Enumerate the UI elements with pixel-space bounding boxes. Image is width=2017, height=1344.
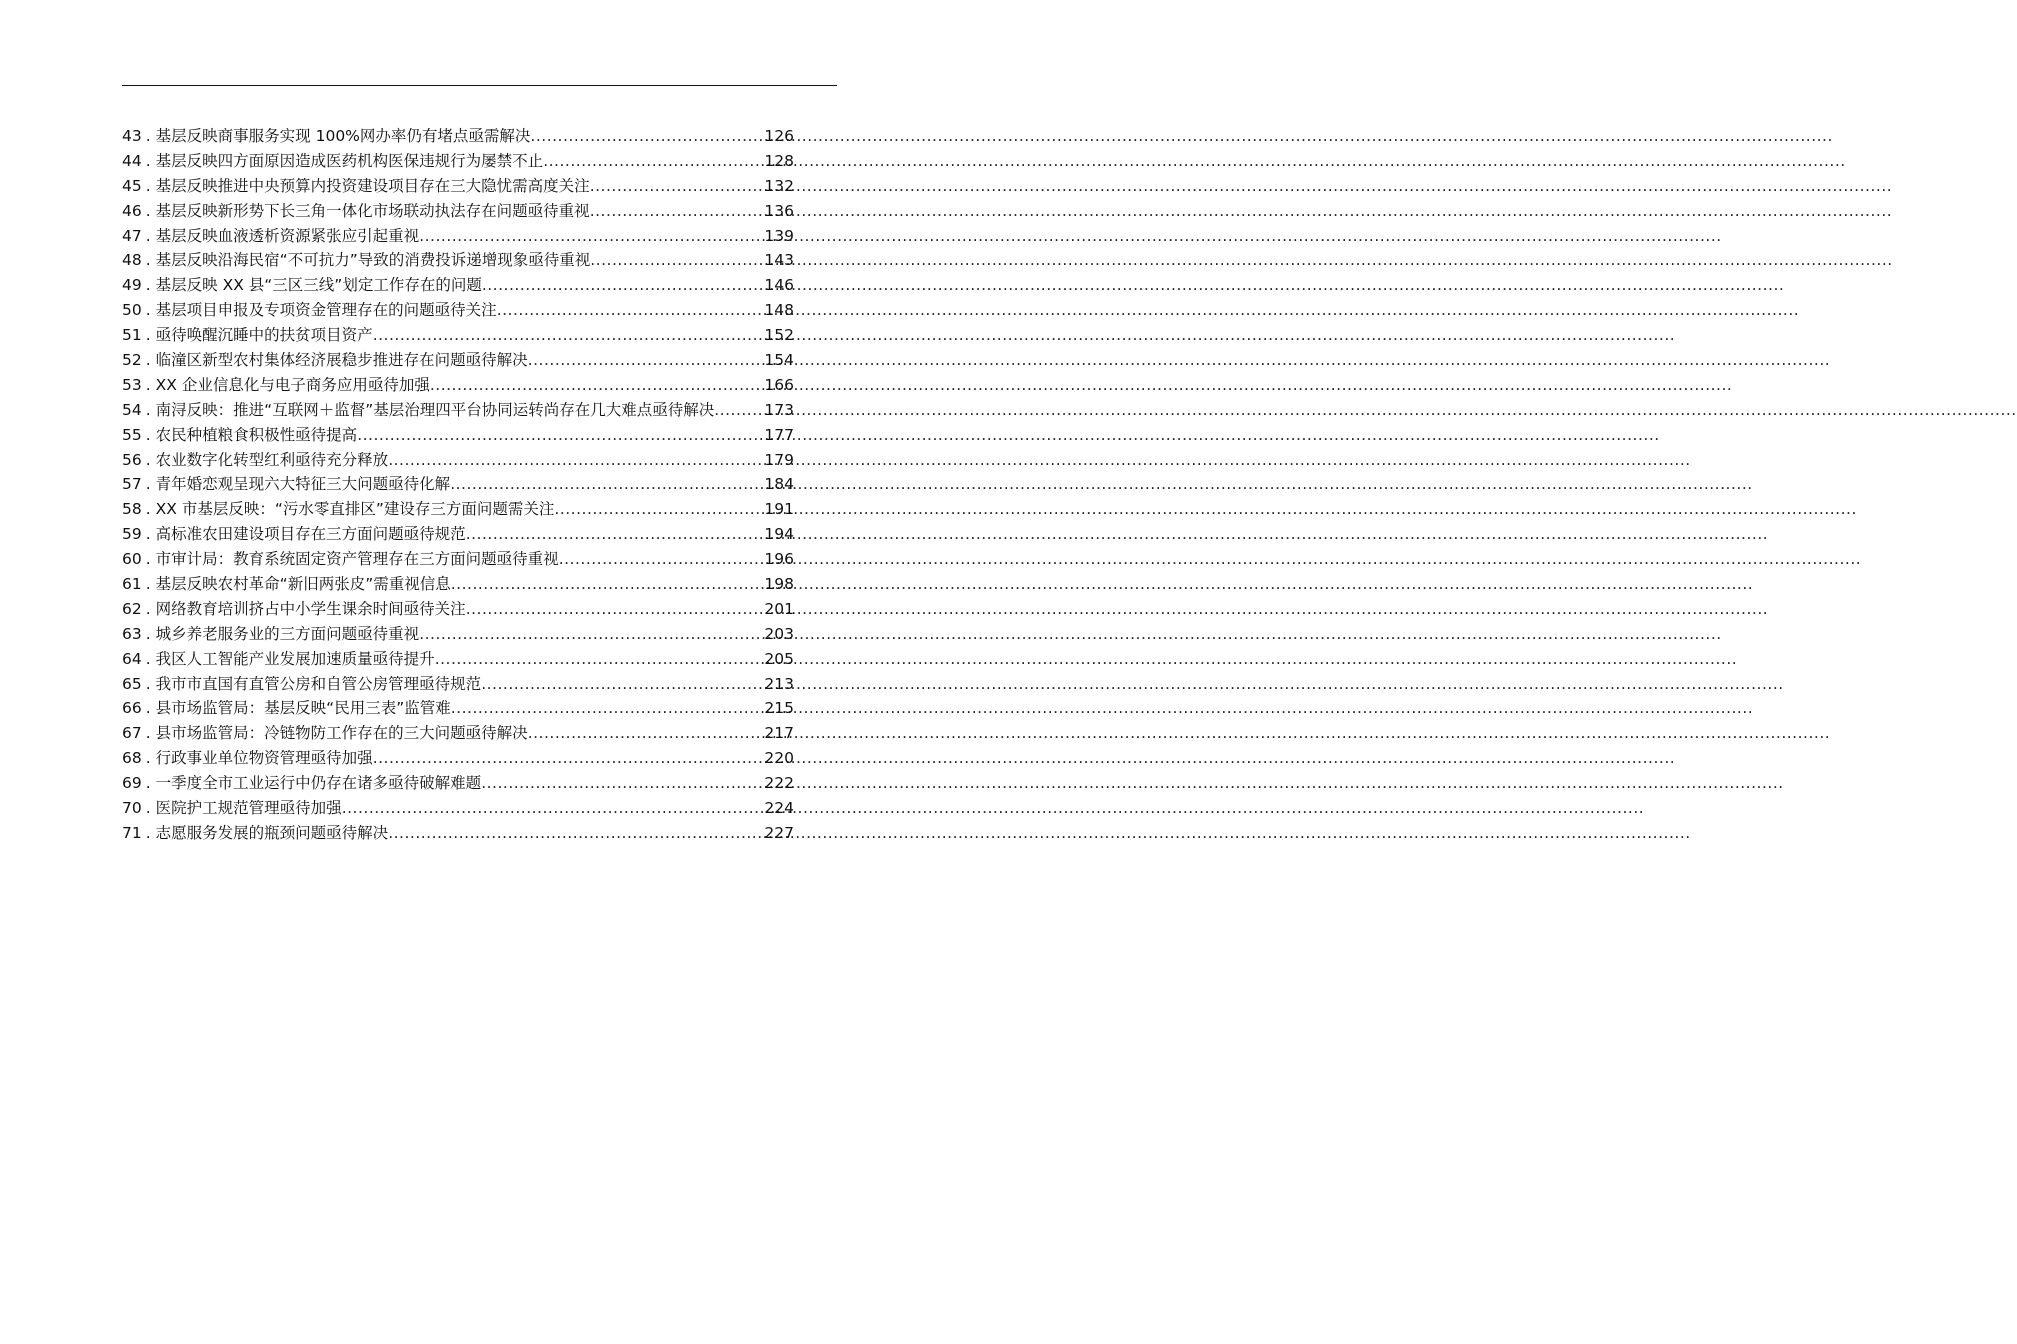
toc-entry-separator: .: [145, 475, 151, 494]
toc-entry-title: XX 市基层反映：“污水零直排区”建设存三方面问题需关注: [155, 500, 555, 519]
toc-entry-page-number: 217: [764, 724, 794, 743]
toc-dot-leader: [451, 696, 765, 721]
toc-entry-page-number: 220: [764, 749, 794, 768]
toc-dot-leader: [497, 298, 765, 323]
toc-entry-title: 县市场监管局：基层反映“民用三表”监管难: [155, 699, 451, 718]
toc-dot-leader: [435, 647, 765, 672]
toc-entry-title: 我市市直国有直管公房和自管公房管理亟待规范: [155, 674, 482, 693]
toc-entry-number: 52: [122, 351, 142, 370]
toc-entry-number: 47: [122, 226, 142, 245]
toc-entry[interactable]: [122, 149, 794, 174]
toc-entry[interactable]: [122, 174, 794, 199]
toc-entry-separator: .: [145, 251, 151, 270]
toc-entry-page-number: 154: [764, 351, 794, 370]
toc-entry-title: 基层反映商事服务实现 100%网办率仍有堵点亟需解决: [155, 127, 531, 145]
toc-dot-leader: [419, 622, 764, 647]
toc-entry[interactable]: [122, 323, 794, 348]
toc-entry-page-number: 205: [764, 649, 794, 668]
toc-entry-number: 49: [122, 276, 142, 295]
toc-entry-number: 50: [122, 301, 142, 320]
toc-entry[interactable]: [122, 597, 794, 622]
toc-entry-page-number: 146: [764, 276, 794, 295]
toc-dot-leader: [451, 572, 765, 597]
toc-entry-page-number: 148: [764, 301, 794, 320]
toc-entry[interactable]: [122, 124, 794, 149]
toc-entry-page-number: 166: [764, 375, 794, 394]
toc-entry-page-number: 196: [764, 550, 794, 569]
toc-entry[interactable]: [122, 672, 794, 697]
toc-entry[interactable]: [122, 771, 794, 796]
toc-entry[interactable]: [122, 572, 794, 597]
toc-entry-page-number: 213: [764, 674, 794, 693]
toc-entry-separator: .: [145, 326, 151, 345]
toc-entry-number: 71: [122, 823, 142, 842]
toc-entry[interactable]: [122, 547, 794, 572]
toc-entry-separator: .: [145, 450, 151, 469]
toc-entry-separator: .: [145, 674, 151, 693]
toc-entry-separator: .: [145, 724, 151, 743]
toc-entry-number: 51: [122, 326, 142, 345]
toc-dot-leader: [342, 796, 765, 821]
toc-entry[interactable]: [122, 373, 794, 398]
toc-entry-page-number: 136: [764, 201, 794, 220]
toc-entry-separator: .: [145, 599, 151, 618]
toc-entry-number: 48: [122, 251, 142, 270]
toc-entry-number: 44: [122, 151, 142, 170]
toc-entry-separator: .: [145, 525, 151, 544]
toc-entry-number: 43: [122, 127, 142, 145]
toc-entry-number: 56: [122, 450, 142, 469]
toc-entry-page-number: 191: [764, 500, 794, 519]
toc-entry-page-number: 179: [764, 450, 794, 469]
toc-entry-separator: .: [145, 774, 151, 793]
toc-dot-leader: [482, 273, 765, 298]
toc-entry-page-number: 198: [764, 575, 794, 594]
toc-entry-title: 志愿服务发展的瓶颈问题亟待解决: [155, 823, 389, 842]
toc-entry-number: 58: [122, 500, 142, 519]
toc-entry-number: 70: [122, 799, 142, 818]
toc-entry-separator: .: [145, 649, 151, 668]
toc-entry-separator: .: [145, 127, 151, 145]
toc-dot-leader: [466, 522, 765, 547]
toc-entry-title: 农业数字化转型红利亟待充分释放: [155, 450, 389, 469]
toc-entry[interactable]: [122, 746, 794, 771]
toc-entry-title: 基层反映推进中央预算内投资建设项目存在三大隐忧需高度关注: [155, 176, 590, 195]
toc-entry-number: 59: [122, 525, 142, 544]
toc-entry-title: 高标准农田建设项目存在三方面问题亟待规范: [155, 525, 466, 544]
toc-entry-page-number: 222: [764, 774, 794, 793]
toc-entry-separator: .: [145, 351, 151, 370]
toc-entry[interactable]: [122, 522, 794, 547]
toc-entry-title: 基层反映四方面原因造成医药机构医保违规行为屡禁不止: [155, 151, 544, 170]
toc-dot-leader: [714, 398, 764, 423]
toc-entry-separator: .: [145, 201, 151, 220]
toc-entry-page-number: 132: [764, 176, 794, 195]
toc-entry-number: 62: [122, 599, 142, 618]
toc-entry-separator: .: [145, 550, 151, 569]
toc-entry-title: 基层反映农村革命“新旧两张皮”需重视信息: [155, 575, 451, 594]
toc-entry-title: 临潼区新型农村集体经济展稳步推进存在问题亟待解决: [155, 351, 528, 370]
toc-dot-leader: [481, 672, 764, 697]
toc-entry-separator: .: [145, 301, 151, 320]
toc-entry[interactable]: [122, 199, 794, 224]
toc-entry-separator: .: [145, 699, 151, 718]
toc-entry[interactable]: [122, 622, 794, 647]
toc-entry-title: 基层反映新形势下长三角一体化市场联动执法存在问题亟待重视: [155, 201, 590, 220]
toc-entry-title: 市审计局：教育系统固定资产管理存在三方面问题亟待重视: [155, 550, 559, 569]
toc-entry-number: 46: [122, 201, 142, 220]
toc-entry-number: 63: [122, 624, 142, 643]
toc-entry-page-number: 128: [764, 151, 794, 170]
toc-dot-leader: [419, 224, 764, 249]
toc-entry-separator: .: [145, 624, 151, 643]
toc-dot-leader: [528, 348, 765, 373]
toc-entry-title: 农民种植粮食积极性亟待提高: [155, 425, 358, 444]
toc-entry[interactable]: [122, 696, 794, 721]
toc-entry-title: 亟待唤醒沉睡中的扶贫项目资产: [155, 326, 373, 345]
toc-entry-number: 65: [122, 674, 142, 693]
toc-entry-title: 行政事业单位物资管理亟待加强: [155, 749, 373, 768]
toc-entry-page-number: 203: [764, 624, 794, 643]
toc-entry-page-number: 177: [764, 425, 794, 444]
toc-entry[interactable]: [122, 298, 794, 323]
toc-entry[interactable]: [122, 448, 794, 473]
toc-entry[interactable]: [122, 398, 794, 423]
toc-dot-leader: [388, 821, 764, 846]
toc-entry-separator: .: [145, 176, 151, 195]
toc-dot-leader: [530, 124, 764, 149]
toc-entry-page-number: 184: [764, 475, 794, 494]
toc-entry[interactable]: [122, 472, 794, 497]
toc-entry-separator: .: [145, 500, 151, 519]
toc-entry-separator: .: [145, 823, 151, 842]
toc-dot-leader: [357, 423, 764, 448]
toc-entry-number: 60: [122, 550, 142, 569]
toc-entry[interactable]: [122, 248, 794, 273]
toc-entry-number: 55: [122, 425, 142, 444]
toc-entry-separator: .: [145, 749, 151, 768]
toc-entry-title: 城乡养老服务业的三方面问题亟待重视: [155, 624, 420, 643]
toc-dot-leader: [373, 323, 765, 348]
toc-entry-page-number: 201: [764, 599, 794, 618]
toc-entry-title: 基层项目申报及专项资金管理存在的问题亟待关注: [155, 301, 497, 320]
toc-entry-number: 54: [122, 400, 142, 419]
toc-entry[interactable]: [122, 423, 794, 448]
toc-entry-page-number: 139: [764, 226, 794, 245]
toc-dot-leader: [450, 472, 764, 497]
toc-entry[interactable]: [122, 721, 794, 746]
toc-entry[interactable]: [122, 796, 794, 821]
toc-entry-separator: .: [145, 226, 151, 245]
toc-entry-number: 57: [122, 475, 142, 494]
toc-entry-page-number: 152: [764, 326, 794, 345]
toc-dot-leader: [388, 448, 764, 473]
toc-dot-leader: [590, 248, 764, 273]
toc-entry-number: 45: [122, 176, 142, 195]
toc-entry[interactable]: [122, 348, 794, 373]
toc-entry-number: 68: [122, 749, 142, 768]
toc-entry-separator: .: [145, 799, 151, 818]
header-rule: [122, 85, 837, 86]
toc-dot-leader: [590, 199, 765, 224]
toc-dot-leader: [528, 721, 765, 746]
toc-dot-leader: [543, 149, 764, 174]
toc-dot-leader: [466, 597, 765, 622]
toc-entry-number: 67: [122, 724, 142, 743]
toc-entry-title: XX 企业信息化与电子商务应用亟待加强: [155, 375, 430, 394]
toc-entry-title: 我区人工智能产业发展加速质量亟待提升: [155, 649, 435, 668]
toc-entry-page-number: 143: [764, 251, 794, 270]
toc-entry-separator: .: [145, 375, 151, 394]
toc-dot-leader: [430, 373, 765, 398]
toc-entry-title: 基层反映 XX 县“三区三线”划定工作存在的问题: [155, 276, 482, 295]
toc-entry-page-number: 227: [764, 823, 794, 842]
toc-entry-separator: .: [145, 575, 151, 594]
toc-entry[interactable]: [122, 647, 794, 672]
toc-entry-separator: .: [145, 276, 151, 295]
toc-entry-separator: .: [145, 400, 151, 419]
toc-entry[interactable]: [122, 821, 794, 846]
toc-entry-number: 64: [122, 649, 142, 668]
toc-entry-title: 青年婚恋观呈现六大特征三大问题亟待化解: [155, 475, 451, 494]
toc-entry[interactable]: [122, 273, 794, 298]
toc-entry-title: 基层反映沿海民宿“不可抗力”导致的消费投诉递增现象亟待重视: [155, 251, 591, 270]
toc-dot-leader: [554, 497, 764, 522]
toc-entry-title: 南浔反映：推进“互联网＋监督”基层治理四平台协同运转尚存在几大难点亟待解决: [155, 400, 715, 419]
toc-entry-page-number: 194: [764, 525, 794, 544]
toc-dot-leader: [481, 771, 764, 796]
toc-entry-title: 网络教育培训挤占中小学生课余时间亟待关注: [155, 599, 466, 618]
toc-entry-title: 基层反映血液透析资源紧张应引起重视: [155, 226, 420, 245]
toc-entry-number: 61: [122, 575, 142, 594]
toc-entry-title: 一季度全市工业运行中仍存在诸多亟待破解难题: [155, 774, 482, 793]
toc-entry-number: 69: [122, 774, 142, 793]
toc-entry-title: 医院护工规范管理亟待加强: [155, 799, 342, 818]
toc-entry-page-number: 224: [764, 799, 794, 818]
toc-dot-leader: [373, 746, 765, 771]
toc-entry-page-number: 215: [764, 699, 794, 718]
toc-entry-page-number: 173: [764, 400, 794, 419]
toc-entry-number: 66: [122, 699, 142, 718]
toc-entry[interactable]: [122, 224, 794, 249]
toc-dot-leader: [590, 174, 765, 199]
toc-entry-page-number: 126: [764, 127, 794, 145]
toc-entry[interactable]: [122, 497, 794, 522]
toc-entry-separator: .: [145, 151, 151, 170]
toc-entry-separator: .: [145, 425, 151, 444]
toc-entry-number: 53: [122, 375, 142, 394]
table-of-contents: [122, 124, 794, 846]
toc-entry-title: 县市场监管局：冷链物防工作存在的三大问题亟待解决: [155, 724, 528, 743]
toc-dot-leader: [559, 547, 765, 572]
